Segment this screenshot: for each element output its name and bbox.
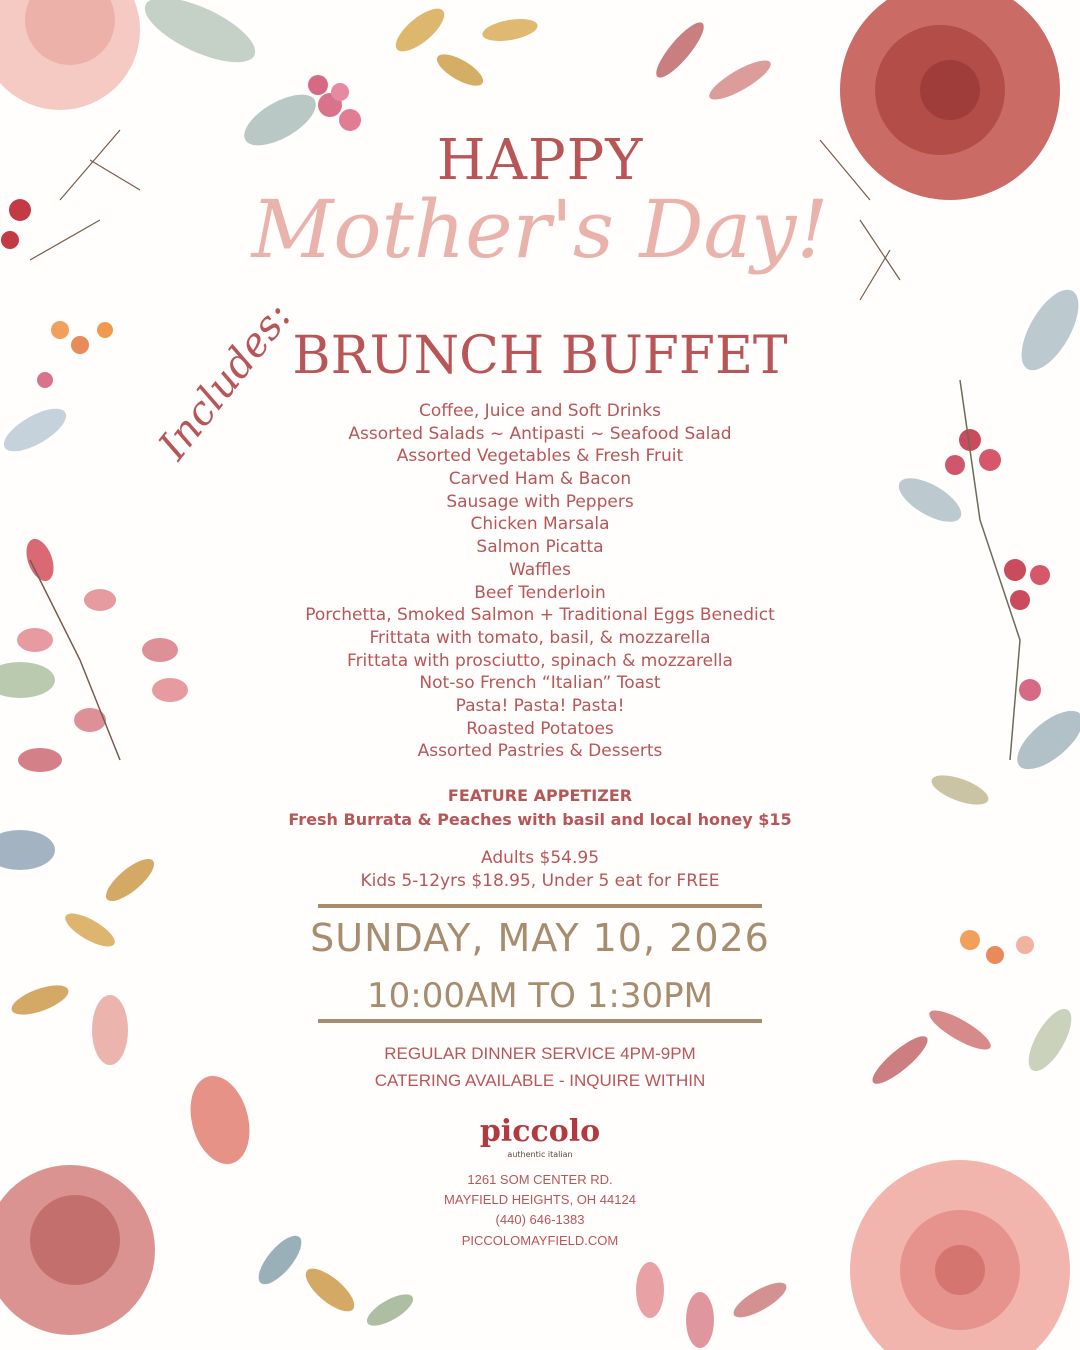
menu-item: Roasted Potatoes — [466, 718, 614, 739]
feature-appetizer-description: Fresh Burrata & Peaches with basil and local honey $15 — [288, 810, 792, 829]
menu-item: Not-so French “Italian” Toast — [419, 673, 661, 694]
menu-item: Assorted Pastries & Desserts — [417, 741, 663, 762]
website-link[interactable]: PICCOLOMAYFIELD.COM — [461, 1233, 619, 1248]
divider-top — [318, 904, 762, 908]
price-kids: Kids 5-12yrs $18.95, Under 5 eat for FREE — [360, 871, 720, 891]
dinner-service-note: REGULAR DINNER SERVICE 4PM-9PM — [384, 1044, 696, 1063]
menu-item: Frittata with prosciutto, spinach & mozzarella — [347, 650, 733, 671]
menu-item: Carved Ham & Bacon — [448, 469, 632, 490]
heading-happy: HAPPY — [436, 128, 644, 193]
menu-list — [240, 400, 840, 763]
address-street: 1261 SOM CENTER RD. — [467, 1172, 613, 1187]
price-adults: Adults $54.95 — [480, 848, 600, 868]
menu-item: Pasta! Pasta! Pasta! — [455, 695, 625, 716]
feature-appetizer-title: FEATURE APPETIZER — [447, 786, 633, 805]
menu-item: Chicken Marsala — [470, 514, 610, 535]
event-time: 10:00AM TO 1:30PM — [367, 976, 713, 1016]
menu-item: Assorted Salads ~ Antipasti ~ Seafood Salad — [348, 423, 732, 444]
includes-label: Includes: — [150, 293, 301, 469]
heading-mothers-day: Mother's Day! — [251, 183, 829, 276]
restaurant-tagline: authentic italian — [507, 1150, 573, 1159]
address-city: MAYFIELD HEIGHTS, OH 44124 — [444, 1192, 636, 1207]
menu-item: Beef Tenderloin — [474, 582, 606, 603]
menu-item: Assorted Vegetables & Fresh Fruit — [396, 446, 684, 467]
catering-note: CATERING AVAILABLE - INQUIRE WITHIN — [374, 1071, 706, 1090]
menu-item: Porchetta, Smoked Salmon + Traditional Eggs Benedict — [305, 605, 775, 626]
phone-number: (440) 646-1383 — [495, 1212, 585, 1227]
event-date: SUNDAY, MAY 10, 2026 — [310, 916, 770, 960]
restaurant-logo: piccolo — [479, 1114, 601, 1149]
menu-item: Coffee, Juice and Soft Drinks — [418, 401, 662, 421]
divider-bottom — [318, 1019, 762, 1023]
heading-brunch-buffet: BRUNCH BUFFET — [292, 326, 788, 386]
menu-item: Salmon Picatta — [476, 537, 604, 558]
menu-item: Sausage with Peppers — [446, 491, 634, 512]
menu-item: Frittata with tomato, basil, & mozzarella — [369, 627, 711, 648]
menu-item: Waffles — [509, 559, 571, 580]
flyer-content — [240, 0, 840, 1350]
